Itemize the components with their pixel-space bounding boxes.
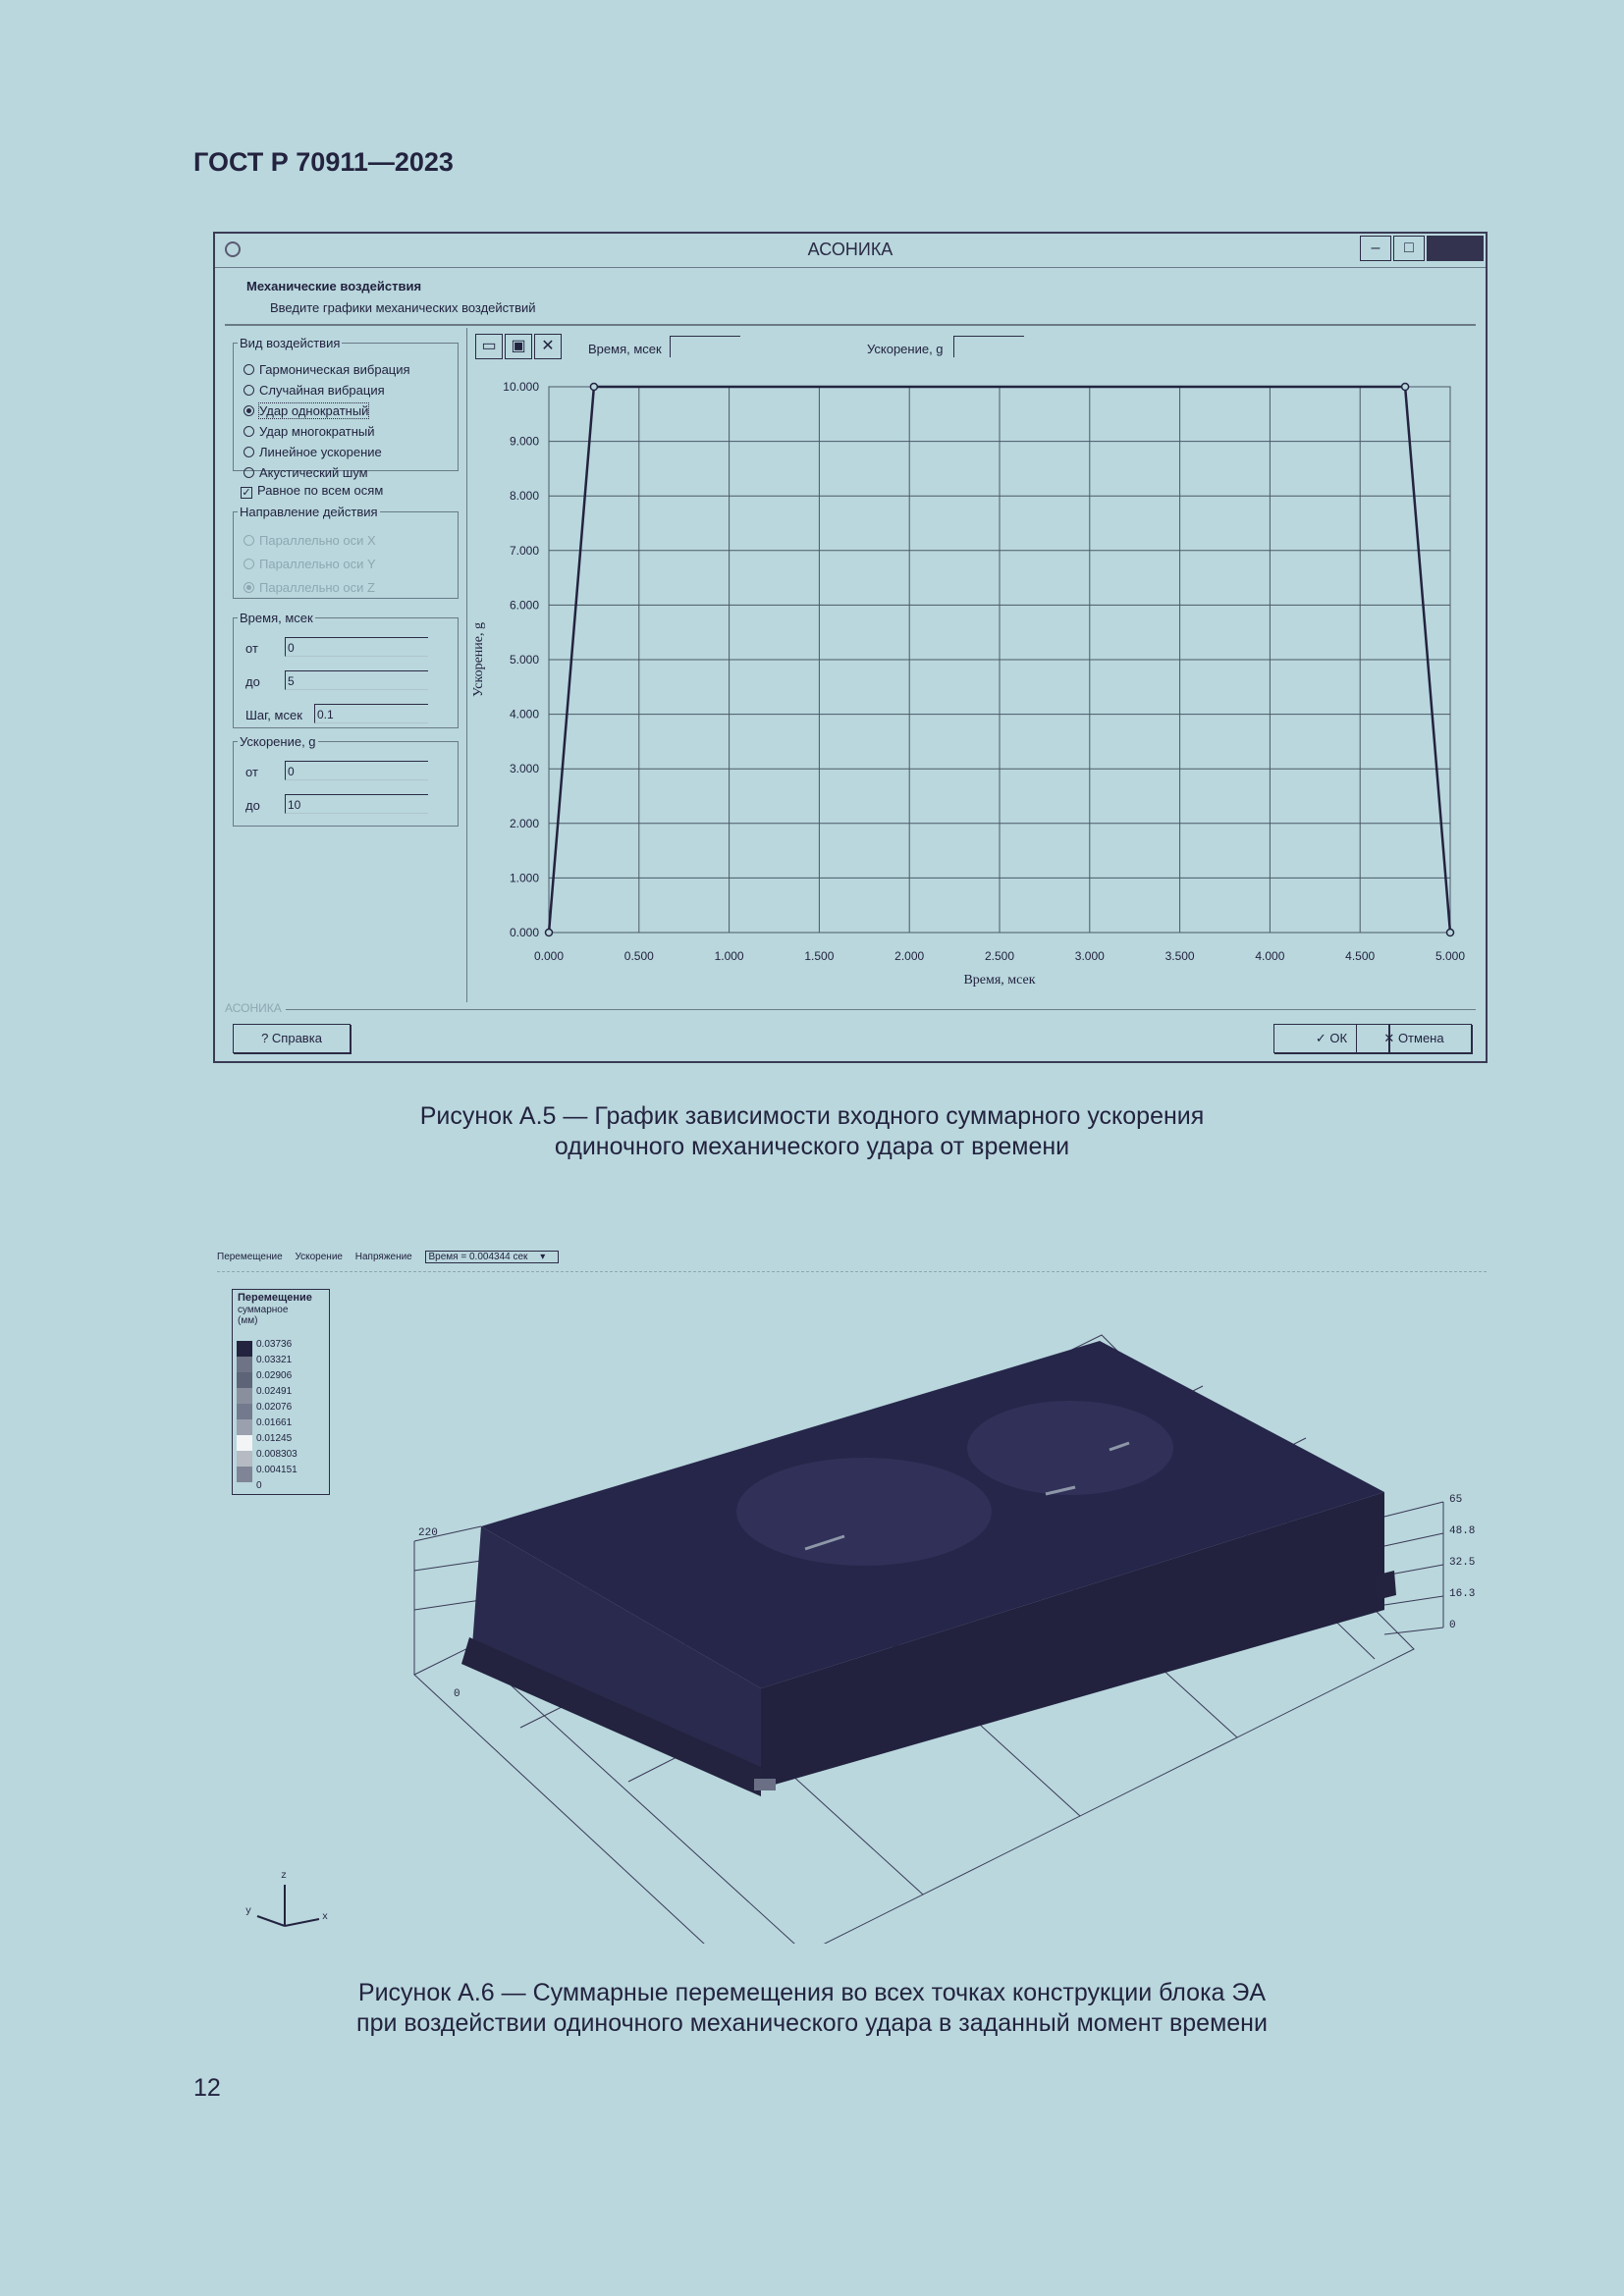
legend-value: 0.004151 — [256, 1465, 298, 1475]
impact-type-legend: Вид воздействия — [240, 336, 341, 350]
radio-multiple-shock[interactable]: Удар многократный — [244, 424, 375, 439]
chevron-down-icon: ▾ — [540, 1252, 546, 1262]
model-component-1 — [736, 1458, 992, 1566]
z-tick-label: 0 — [1449, 1620, 1456, 1631]
x-tick-label: 2.500 — [984, 949, 1015, 963]
close-icon: ✕ — [541, 338, 555, 354]
y-axis-label: Ускорение, g — [471, 622, 486, 697]
accel-to-input[interactable]: 10 — [285, 794, 428, 814]
tab-acceleration[interactable]: Ускорение — [295, 1252, 343, 1262]
asonika-window — [213, 232, 1488, 1063]
time-from-input[interactable]: 0 — [285, 637, 428, 657]
accel-from-label: от — [245, 765, 258, 779]
status-divider — [286, 1009, 1476, 1010]
time-select[interactable]: Время = 0.004344 сек ▾ — [425, 1251, 560, 1263]
y-tick-label: 4.000 — [509, 707, 539, 721]
open-button[interactable] — [475, 334, 503, 359]
data-point — [590, 384, 597, 391]
time-to-label: до — [245, 674, 260, 689]
tab-displacement[interactable]: Перемещение — [217, 1252, 283, 1262]
model-3d-view — [0, 1276, 1624, 1944]
radio-axis-z[interactable]: Параллельно оси Z — [244, 580, 375, 595]
y-tick-label: 10.000 — [503, 380, 539, 394]
figure-divider — [217, 1271, 1487, 1272]
acceleration-group — [233, 734, 459, 827]
document-header: ГОСТ Р 70911—2023 — [193, 147, 454, 177]
radio-random-vibration[interactable]: Случайная вибрация — [244, 383, 385, 398]
close-icon: ✕ — [1383, 1031, 1395, 1045]
radio-harmonic-vibration[interactable]: Гармоническая вибрация — [244, 362, 410, 377]
y-tick-label: 2.000 — [509, 816, 539, 830]
triad-x-label: x — [322, 1912, 329, 1923]
triad-y-label: y — [245, 1906, 252, 1917]
legend-value: 0.01245 — [256, 1433, 293, 1444]
acceleration-time-chart — [468, 367, 1480, 995]
z-tick-label: 48.8 — [1449, 1525, 1476, 1537]
legend-value: 0.01661 — [256, 1417, 293, 1428]
time-to-input[interactable]: 5 — [285, 670, 428, 690]
close-button[interactable] — [1427, 236, 1484, 261]
caption-figure-a6: Рисунок А.6 — Суммарные перемещения во всех точках конструкции блока ЭА при воздействии одиночного механического удара в заданный момент времени — [356, 1979, 1268, 2037]
data-point — [546, 930, 553, 936]
status-label: АСОНИКА — [225, 1001, 282, 1015]
x-tick-label: 0.000 — [533, 949, 565, 963]
radio-axis-y[interactable]: Параллельно оси Y — [244, 557, 376, 571]
title-bar — [215, 234, 1486, 268]
direction-legend: Направление действия — [240, 505, 378, 519]
model-component-2 — [967, 1401, 1173, 1495]
legend-subtitle: суммарное (мм) — [238, 1305, 289, 1326]
x-tick-label: 4.000 — [1255, 949, 1285, 963]
x-tick-label: 5.000 — [1435, 949, 1466, 963]
caption-figure-a5: Рисунок А.5 — График зависимости входного суммарного ускорения одиночного механического удара от времени — [419, 1102, 1205, 1160]
y-tick-label: 0.000 — [509, 926, 539, 939]
accel-from-input[interactable]: 0 — [285, 761, 428, 780]
x-tick-label: 4.500 — [1345, 949, 1376, 963]
legend-title: Перемещение — [238, 1292, 312, 1304]
x-tick-label: 2.000 — [894, 949, 925, 963]
triad-z-label: z — [281, 1871, 288, 1882]
help-button[interactable]: ? Справка — [233, 1024, 351, 1053]
time-from-label: от — [245, 641, 258, 656]
legend-value: 0.02906 — [256, 1370, 293, 1381]
x-tick-label: 0.500 — [623, 949, 654, 963]
time-group — [233, 611, 459, 728]
x-axis-label: Время, мсек — [963, 973, 1036, 988]
toolbar-time-input[interactable] — [670, 336, 740, 357]
data-point — [1402, 384, 1409, 391]
x-tick-label: 1.500 — [804, 949, 835, 963]
accel-to-label: до — [245, 798, 260, 813]
cancel-button[interactable]: ✕ Отмена — [1356, 1024, 1472, 1053]
z-tick-label: 16.3 — [1449, 1588, 1476, 1600]
legend-value: 0.008303 — [256, 1449, 298, 1460]
tab-stress[interactable]: Напряжение — [354, 1252, 412, 1262]
legend-value: 0.02076 — [256, 1402, 293, 1413]
y-tick-label: 9.000 — [509, 434, 539, 449]
y-tick-label: 8.000 — [509, 489, 539, 504]
legend-value: 0.03736 — [256, 1339, 293, 1350]
help-icon: ? — [261, 1031, 269, 1045]
section-subtitle: Введите графики механических воздействий — [270, 300, 536, 315]
legend-value: 0.03321 — [256, 1355, 293, 1365]
radio-acoustic-noise[interactable]: Акустический шум — [244, 465, 368, 480]
maximize-button[interactable]: □ — [1393, 236, 1425, 261]
save-button[interactable] — [505, 334, 532, 359]
origin-label: 0 — [454, 1688, 460, 1700]
data-point — [1447, 930, 1454, 936]
impact-type-group — [233, 336, 459, 480]
legend-value: 0.02491 — [256, 1386, 293, 1397]
page-number: 12 — [193, 2074, 221, 2102]
x-tick-label: 3.000 — [1074, 949, 1105, 963]
header-divider — [225, 324, 1476, 326]
radio-single-shock[interactable]: Удар однократный — [244, 403, 368, 418]
toolbar-time-label: Время, мсек — [588, 342, 662, 356]
z-tick-label: 65 — [1449, 1494, 1463, 1506]
direction-group — [233, 505, 459, 599]
y-tick-label: 3.000 — [509, 762, 539, 776]
x-tick-label: 3.500 — [1164, 949, 1195, 963]
clear-button[interactable] — [534, 334, 562, 359]
minimize-button[interactable]: – — [1360, 236, 1391, 261]
time-step-label: Шаг, мсек — [245, 708, 302, 722]
y-tick-label: 6.000 — [509, 598, 539, 613]
y-tick-label: 1.000 — [509, 871, 539, 885]
window-title: АСОНИКА — [807, 240, 893, 259]
result-tabs — [217, 1251, 568, 1263]
legend-value: 0 — [256, 1480, 262, 1491]
save-icon: ▣ — [511, 338, 526, 354]
z-tick-label: 32.5 — [1449, 1557, 1476, 1569]
axis-triad — [257, 1885, 319, 1926]
checkmark-icon: ✓ — [1315, 1031, 1326, 1045]
equal-axes-checkbox[interactable]: ✓ Равное по всем осям — [242, 483, 384, 499]
ok-button[interactable]: ✓ ОК — [1273, 1024, 1389, 1053]
y-tick-label: 7.000 — [509, 543, 539, 558]
toolbar-accel-label: Ускорение, g — [867, 342, 944, 356]
left-axis-label: 220 — [418, 1527, 438, 1539]
section-title: Механические воздействия — [246, 279, 422, 294]
radio-axis-x[interactable]: Параллельно оси X — [244, 533, 376, 548]
y-tick-label: 5.000 — [509, 653, 539, 667]
acceleration-legend: Ускорение, g — [240, 734, 316, 749]
toolbar-accel-input[interactable] — [953, 336, 1024, 357]
x-tick-label: 1.000 — [714, 949, 744, 963]
time-step-input[interactable]: 0.1 — [314, 704, 428, 723]
time-legend: Время, мсек — [240, 611, 313, 625]
radio-linear-acceleration[interactable]: Линейное ускорение — [244, 445, 382, 459]
folder-icon: ▭ — [481, 338, 497, 354]
panel-divider — [466, 328, 467, 1002]
